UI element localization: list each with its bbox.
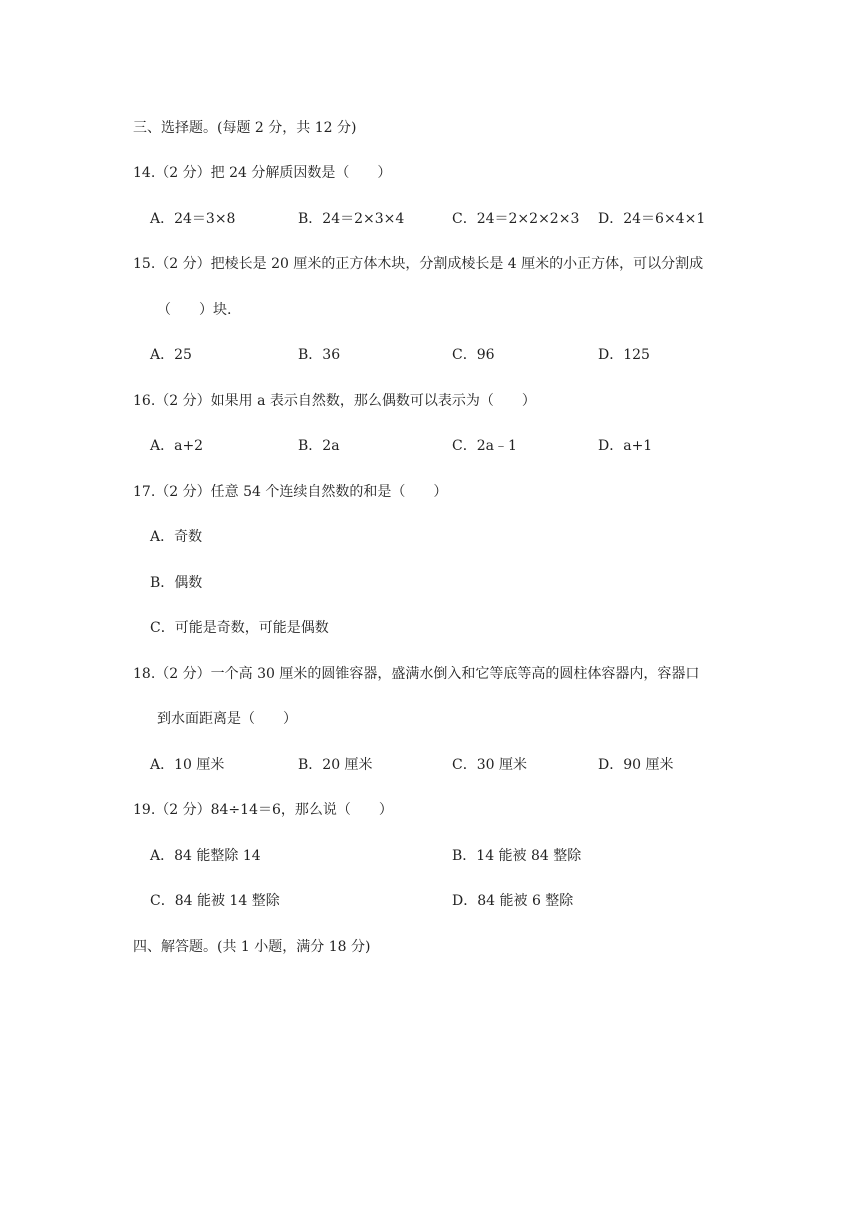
question-19-stem: 19.（2 分）84÷14＝6，那么说（ ） xyxy=(133,802,393,818)
option-d: D．24＝6×4×1 xyxy=(598,211,706,227)
option-c: C．2a﹣1 xyxy=(452,438,517,454)
section-3-heading: 三、选择题。(每题 2 分，共 12 分) xyxy=(133,120,357,136)
question-15-stem-continued: （ ）块. xyxy=(157,302,232,318)
option-c: C．84 能被 14 整除 xyxy=(150,893,280,909)
option-a: A．24＝3×8 xyxy=(150,211,236,227)
option-d: D．125 xyxy=(598,347,650,363)
question-15-stem: 15.（2 分）把棱长是 20 厘米的正方体木块，分割成棱长是 4 厘米的小正方体，可以分割成 xyxy=(133,256,704,272)
option-a: A．84 能整除 14 xyxy=(150,848,261,864)
section-4-heading: 四、解答题。(共 1 小题，满分 18 分) xyxy=(133,939,371,955)
question-19-options-row-1 xyxy=(150,847,790,865)
question-15-options xyxy=(150,346,790,364)
option-a: A．奇数 xyxy=(150,529,203,545)
question-19-options-row-2 xyxy=(150,892,790,910)
question-18-stem-continued: 到水面距离是（ ） xyxy=(157,711,297,727)
option-c: C．96 xyxy=(452,347,495,363)
option-c: C．可能是奇数，可能是偶数 xyxy=(150,620,329,636)
question-16-stem: 16.（2 分）如果用 a 表示自然数，那么偶数可以表示为（ ） xyxy=(133,393,536,409)
question-18-options xyxy=(150,756,790,774)
question-14-stem: 14.（2 分）把 24 分解质因数是（ ） xyxy=(133,165,392,181)
option-c: C．24＝2×2×2×3 xyxy=(452,211,580,227)
option-d: D．84 能被 6 整除 xyxy=(452,893,574,909)
option-a: A．25 xyxy=(150,347,192,363)
option-d: D．90 厘米 xyxy=(598,757,674,773)
option-b: B．2a xyxy=(298,438,340,454)
option-a: A．a+2 xyxy=(150,438,204,454)
option-b: B．20 厘米 xyxy=(298,757,373,773)
option-b: B．36 xyxy=(298,347,341,363)
option-a: A．10 厘米 xyxy=(150,757,225,773)
option-b: B．偶数 xyxy=(150,575,203,591)
option-d: D．a+1 xyxy=(598,438,653,454)
option-b: B．24＝2×3×4 xyxy=(298,211,405,227)
option-c: C．30 厘米 xyxy=(452,757,527,773)
option-b: B．14 能被 84 整除 xyxy=(452,848,582,864)
question-14-options xyxy=(150,210,790,228)
question-18-stem: 18.（2 分）一个高 30 厘米的圆锥容器，盛满水倒入和它等底等高的圆柱体容器内，容器口 xyxy=(133,666,700,682)
question-16-options xyxy=(150,437,790,455)
question-17-stem: 17.（2 分）任意 54 个连续自然数的和是（ ） xyxy=(133,484,448,500)
